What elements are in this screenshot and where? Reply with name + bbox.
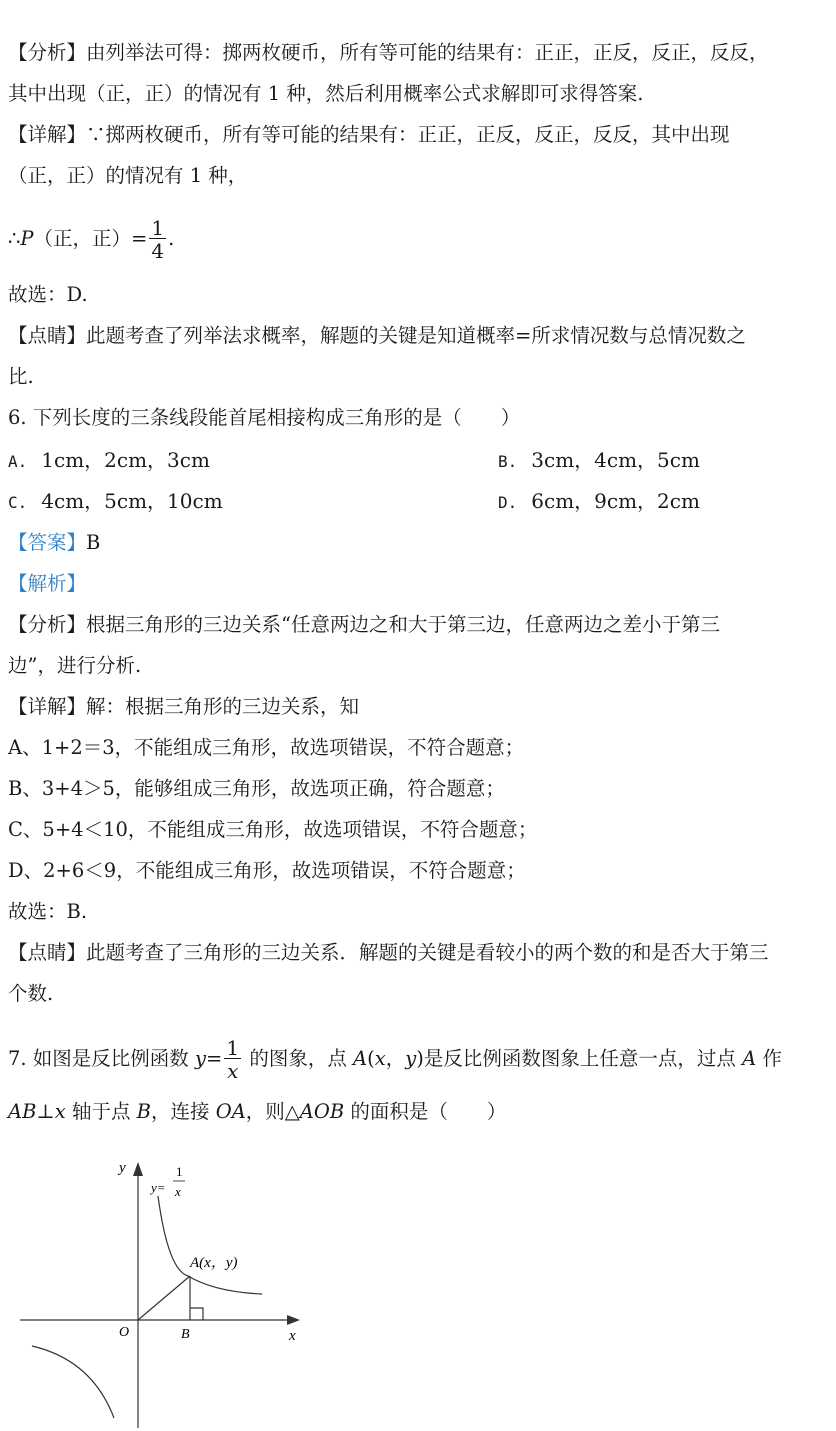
- q6-choice: 故选：B.: [8, 900, 88, 923]
- q6-option-a: [8, 445, 210, 477]
- stem-text: 作: [756, 1047, 782, 1070]
- point-a-label: A(x，y): [190, 1255, 238, 1271]
- segment-oa-line: [138, 1276, 190, 1320]
- q6-detail-b: B、3+4＞5，能够组成三角形，故选项正确，符合题意；: [8, 777, 505, 800]
- q5-analysis-line-1: 【分析】由列举法可得：掷两枚硬币，所有等可能的结果有：正正，正反，反正，反反，: [8, 41, 769, 64]
- q6-option-b: [498, 445, 700, 477]
- fraction-denominator: 4: [151, 239, 165, 263]
- hyperbola-branch-left: [32, 1346, 114, 1418]
- q6-analysis-line-1: 【分析】根据三角形的三边关系“任意两边之和大于第三边，任意两边之差小于第三: [8, 613, 720, 636]
- q7-stem-line-1: [8, 1038, 782, 1081]
- option-letter: A.: [8, 452, 28, 471]
- stem-var-y: y: [405, 1047, 417, 1070]
- point-b-label: B: [181, 1327, 190, 1342]
- q6-detail-intro: 【详解】解：根据三角形的三边关系，知: [8, 695, 360, 718]
- q5-probability-line: [8, 218, 174, 261]
- q6-solution-label: 【解析】: [8, 572, 87, 595]
- probability-args: （正，正）=: [33, 227, 148, 250]
- q6-option-c: [8, 486, 223, 518]
- x-axis-arrow: [287, 1315, 300, 1325]
- q5-choice: 故选：D.: [8, 283, 88, 306]
- q6-comment-line-2: 个数.: [8, 982, 54, 1005]
- fraction-denominator: x: [224, 1058, 241, 1081]
- option-letter: D.: [498, 493, 518, 512]
- q6-stem: 6. 下列长度的三条线段能首尾相接构成三角形的是（ ）: [8, 406, 521, 429]
- stem-text: 的面积是（ ）: [344, 1100, 507, 1123]
- q6-comment-line-1: 【点睛】此题考查了三角形的三边关系．解题的关键是看较小的两个数的和是否大于第三: [8, 941, 769, 964]
- option-text: 4cm，5cm，10cm: [41, 489, 223, 513]
- q5-detail-line-1: 【详解】∵掷两枚硬币，所有等可能的结果有：正正，正反，反正，反反，其中出现: [8, 123, 730, 146]
- stem-text: ，: [385, 1047, 406, 1070]
- q6-detail-c: C、5+4＜10，不能组成三角形，故选项错误，不符合题意；: [8, 818, 538, 841]
- point-b: B: [136, 1100, 152, 1123]
- answer-value: B: [86, 531, 101, 554]
- stem-point-a: A: [353, 1047, 368, 1070]
- stem-equals: =: [206, 1047, 223, 1070]
- option-text: 3cm，4cm，5cm: [531, 448, 700, 472]
- stem-text: )是反比例函数图象上任意一点，过点: [416, 1047, 743, 1070]
- probability-end: .: [168, 227, 175, 250]
- option-letter: C.: [8, 493, 28, 512]
- var-x: x: [54, 1100, 66, 1123]
- q6-analysis-line-2: 边”，进行分析.: [8, 654, 142, 677]
- probability-variable: P: [20, 227, 34, 250]
- therefore-symbol: ∴: [8, 227, 21, 250]
- stem-text: ，连接: [151, 1100, 216, 1123]
- q7-stem-line-2: [8, 1097, 506, 1127]
- origin-label: O: [119, 1325, 130, 1340]
- right-angle-mark: [190, 1308, 203, 1320]
- function-label: y=: [151, 1180, 166, 1195]
- q6-option-d: [498, 486, 700, 518]
- function-denominator: x: [175, 1184, 181, 1199]
- option-text: 6cm，9cm，2cm: [531, 489, 700, 513]
- x-axis-label: x: [289, 1328, 296, 1344]
- triangle-aob: AOB: [299, 1100, 345, 1123]
- option-letter: B.: [498, 452, 518, 471]
- answer-label: 【答案】: [8, 531, 87, 554]
- q5-detail-line-2: （正，正）的情况有 1 种，: [8, 164, 248, 187]
- stem-point-a: A: [742, 1047, 757, 1070]
- q6-answer: [8, 528, 100, 558]
- probability-fraction: [149, 218, 166, 261]
- stem-var-x: x: [374, 1047, 386, 1070]
- stem-fraction: [224, 1038, 241, 1081]
- q6-detail-a: A、1+2＝3，不能组成三角形，故选项错误，不符合题意；: [8, 736, 525, 759]
- stem-text: ，则△: [245, 1100, 300, 1123]
- hyperbola-branch-right: [158, 1196, 262, 1294]
- segment-oa: OA: [215, 1100, 246, 1123]
- inverse-function-graph: [0, 1150, 320, 1431]
- y-axis-arrow: [133, 1162, 143, 1176]
- q6-detail-d: D、2+6＜9，不能组成三角形，故选项错误，不符合题意；: [8, 859, 526, 882]
- stem-text: 轴于点: [65, 1100, 137, 1123]
- fraction-numerator: 1: [226, 1036, 240, 1060]
- fraction-numerator: 1: [151, 216, 165, 240]
- q5-comment-line-1: 【点睛】此题考查了列举法求概率，解题的关键是知道概率=所求情况数与总情况数之: [8, 324, 746, 347]
- y-axis-label: y: [119, 1160, 126, 1176]
- q5-comment-line-2: 比.: [8, 365, 34, 388]
- stem-text: (: [367, 1047, 375, 1070]
- stem-text: 的图象，点: [243, 1047, 354, 1070]
- stem-var-y: y: [195, 1047, 207, 1070]
- q5-analysis-line-2: 其中出现（正，正）的情况有 1 种，然后利用概率公式求解即可求得答案.: [8, 82, 644, 105]
- function-numerator: 1: [176, 1164, 183, 1179]
- stem-text: 7. 如图是反比例函数: [8, 1047, 196, 1070]
- perp-symbol: ⊥: [36, 1100, 55, 1123]
- option-text: 1cm，2cm，3cm: [41, 448, 210, 472]
- segment-ab: AB: [8, 1100, 37, 1123]
